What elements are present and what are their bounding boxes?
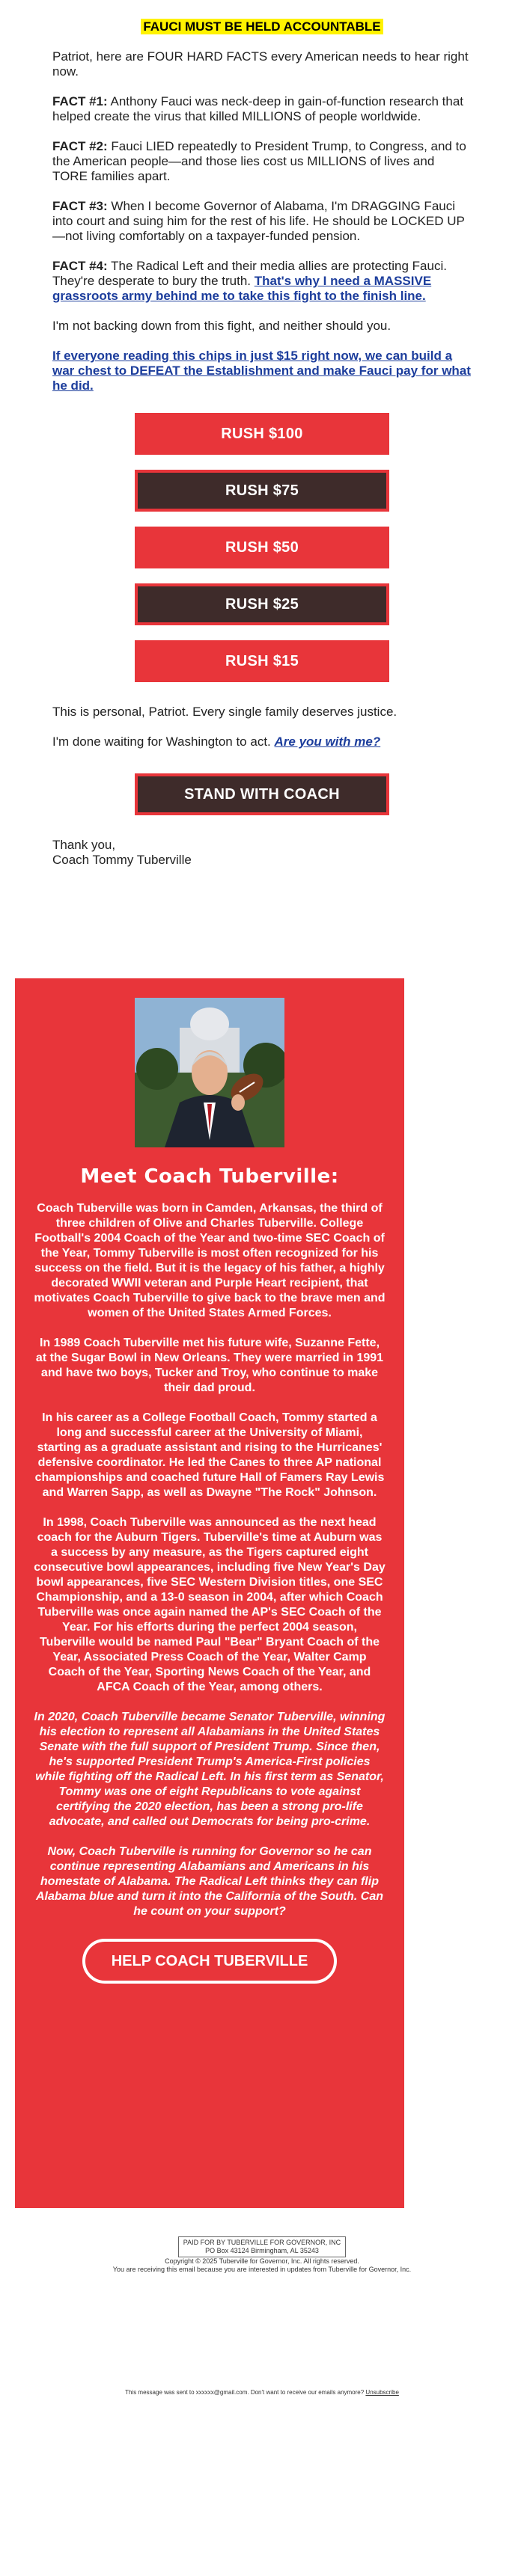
fact-label: FACT #3: (52, 199, 108, 213)
not-backing-down-text: I'm not backing down from this fight, and neither should you. (52, 319, 392, 333)
rush-75-button[interactable]: RUSH $75 (135, 470, 389, 512)
rush-50-button[interactable]: RUSH $50 (135, 527, 389, 568)
bio-paragraph-2: In 1989 Coach Tuberville met his future wife, Suzanne Fette, at the Sugar Bowl in New Orleans. They were married in 1991 and have two boys, Tucker and Troy, who continue to make their dad proud. (35, 1337, 384, 1394)
waiting-paragraph (52, 735, 472, 749)
intro-text: Patriot, here are FOUR HARD FACTS every American needs to hear right now. (52, 49, 469, 79)
help-coach-button[interactable]: HELP COACH TUBERVILLE (82, 1939, 337, 1984)
unsubscribe-link[interactable]: Unsubscribe (365, 2389, 399, 2396)
signature-text: Coach Tommy Tuberville (52, 853, 192, 867)
thank-you-text: Thank you, (52, 838, 116, 852)
bio-title: Meet Coach Tuberville: (80, 1165, 339, 1188)
fact-label: FACT #4: (52, 259, 108, 273)
coach-photo (135, 998, 284, 1147)
fact-4 (52, 259, 472, 304)
rush-100-button[interactable]: RUSH $100 (135, 413, 389, 455)
receiving-text: You are receiving this email because you are interested in updates from Tuberville for Governor, Inc. (112, 2266, 412, 2273)
bio-section (15, 978, 404, 2208)
waiting-text: I'm done waiting for Washington to act. (52, 735, 275, 749)
personal-text: This is personal, Patriot. Every single family deserves justice. (52, 705, 397, 719)
headline-text: FAUCI MUST BE HELD ACCOUNTABLE (141, 19, 383, 34)
email-body (52, 19, 472, 868)
fact-label: FACT #1: (52, 94, 108, 108)
bio-paragraph-1: Coach Tuberville was born in Camden, Arkansas, the third of three children of Olive and Charles Tuberville. College Football's 2004 Coach of the Year and two-time SEC Coach of the Year, Tommy Tuberville is most often recognized for his success on the field. But it is the legacy of his father, a highly decorated WWII veteran and Purple Heart recipient, that motivates Coach Tuberville to give back to the brave men and women of the United States Armed Forces. (34, 1202, 386, 1319)
bio-paragraph-5: In 2020, Coach Tuberville became Senator Tuberville, winning his election to represent all Alabamians in the United States Senate with the full support of President Trump. Since then, he's supported President Trump's America-First policies while fighting off the Radical Left. In his first term as Senator, Tommy was one of eight Republicans to vote against certifying the 2020 election, has been a strong pro-life advocate, and called out Democrats for being pro-crime. (34, 1711, 386, 1828)
copyright-text: Copyright © 2025 Tuberville for Governor, Inc. All rights reserved. (165, 2257, 359, 2265)
fact-label: FACT #2: (52, 139, 108, 153)
headline (52, 19, 472, 34)
fact-3 (52, 199, 472, 244)
po-box-line: PO Box 43124 Birmingham, AL 35243 (205, 2247, 319, 2254)
bio-paragraph-3: In his career as a College Football Coach, Tommy started a long and successful career at the University of Miami, starting as a graduate assistant and rising to the Hurricanes' defensive coordinator. He led the Canes to three AP national championships and coached future Hall of Famers Ray Lewis and Warren Sapp, as well as Dwayne "The Rock" Johnson. (34, 1411, 385, 1499)
paid-for-line: PAID FOR BY TUBERVILLE FOR GOVERNOR, INC (183, 2239, 341, 2246)
fact-text: Anthony Fauci was neck-deep in gain-of-function research that helped create the virus that killed MILLIONS of people worldwide. (52, 94, 464, 123)
cta-paragraph (52, 349, 472, 393)
are-you-with-me-text: Are you with me? (274, 735, 381, 749)
bio-paragraph-6: Now, Coach Tuberville is running for Governor so he can continue representing Alabamians and Americans in his homestate of Alabama. The Radical Left thinks they can flip Alabama blue and turn it into the California of the South. Can he count on your support? (35, 1845, 383, 1918)
footer (0, 2236, 524, 2274)
rush-25-button[interactable]: RUSH $25 (135, 583, 389, 625)
fact-1 (52, 94, 472, 124)
fact-text: When I become Governor of Alabama, I'm DRAGGING Fauci into court and suing him for the rest of his life. He should be LOCKED UP—not living comfortably on a taxpayer-funded pension. (52, 199, 465, 243)
bio-paragraph-4: In 1998, Coach Tuberville was announced as the next head coach for the Auburn Tigers. Tuberville's time at Auburn was a success by any measure, as the Tigers captured eight consecutive bowl appearances, including five New Year's Day bowl appearances, five SEC Western Division titles, one SEC Championship, and a 13-0 season in 2004, after which Coach Tuberville was once again named the AP's SEC Coach of the Year. For his efforts during the perfect 2004 season, Tuberville would be named Paul "Bear" Bryant Coach of the Year, Associated Press Coach of the Year, Walter Camp Coach of the Year, Sporting News Coach of the Year, and AFCA Coach of the Year, among others. (34, 1516, 386, 1693)
fact-text: The Radical Left and their media allies are protecting Fauci. They're desperate to bury the truth. (52, 259, 447, 288)
chip-in-link[interactable]: If everyone reading this chips in just $15 right now, we can build a war chest to DEFEAT the Establishment and make Fauci pay for what he did. (52, 349, 471, 393)
sent-to-note (0, 2389, 524, 2396)
fact-2 (52, 139, 472, 184)
paid-for-box (178, 2236, 346, 2257)
fact-text: Fauci LIED repeatedly to President Trump, to Congress, and to the American people—and those lies cost us MILLIONS of lives and TORE families apart. (52, 139, 466, 183)
stand-with-coach-button[interactable]: STAND WITH COACH (135, 773, 389, 815)
rush-15-button[interactable]: RUSH $15 (135, 640, 389, 682)
coach-portrait-image (135, 998, 284, 1147)
are-you-with-me-link[interactable] (275, 735, 381, 749)
massive-army-link[interactable]: That's why I need a MASSIVE grassroots army behind me to take this fight to the finish line. (52, 274, 432, 303)
sent-to-text: This message was sent to xxxxxx@gmail.com. Don't want to receive our emails anymore? (125, 2389, 366, 2396)
